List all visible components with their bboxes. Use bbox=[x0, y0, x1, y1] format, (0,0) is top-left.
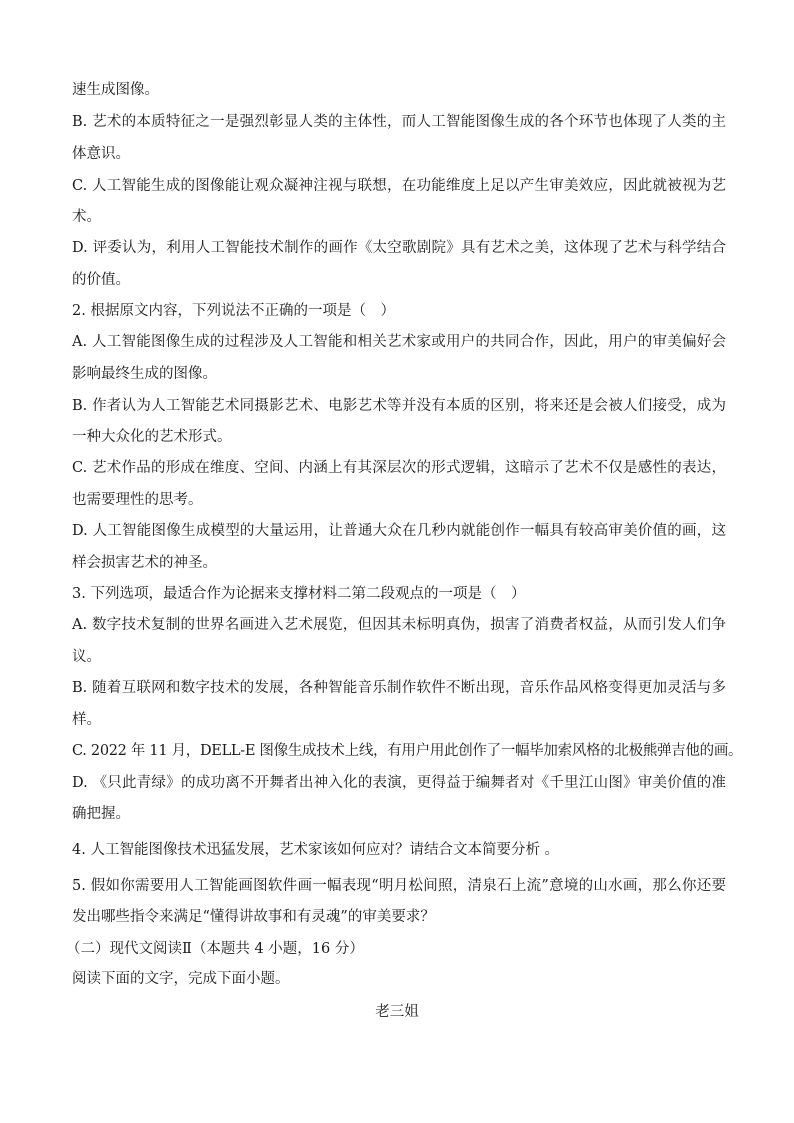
q3-option-a-line1: A. 数字技术复制的世界名画进入艺术展览，但因其未标明真伪，损害了消费者权益，从而引发人们争 bbox=[72, 617, 726, 633]
q4-stem: 4. 人工智能图像技术迅猛发展，艺术家该如何应对？请结合文本简要分析 。 bbox=[72, 842, 560, 858]
q3-option-b-line1: B. 随着互联网和数字技术的发展，各种智能音乐制作软件不断出现，音乐作品风格变得更加灵活与多 bbox=[72, 680, 726, 696]
q1-option-b-line2: 体意识。 bbox=[72, 146, 130, 162]
q2-option-a-line1: A. 人工智能图像生成的过程涉及人工智能和相关艺术家或用户的共同合作，因此，用户的审美偏好会 bbox=[72, 334, 726, 350]
passage-title: 老三姐 bbox=[375, 1004, 419, 1020]
q5-stem-line2: 发出哪些指令来满足“懂得讲故事和有灵魂”的审美要求？ bbox=[72, 909, 435, 925]
q3-option-c: C. 2022 年 11 月，DELL-E 图像生成技术上线，有用户用此创作了一幅毕加索风格的北极熊弹吉他的画。 bbox=[72, 743, 743, 759]
q3-option-b-line2: 样。 bbox=[72, 712, 101, 728]
q2-option-c-line1: C. 艺术作品的形成在维度、空间、内涵上有其深层次的形式逻辑，这暗示了艺术不仅是感性的表达， bbox=[72, 460, 726, 476]
q3-stem: 3. 下列选项，最适合作为论据来支撑材料二第二段观点的一项是（ ） bbox=[72, 586, 526, 602]
q2-option-b-line2: 一种大众化的艺术形式。 bbox=[72, 429, 232, 445]
passage-tail: 速生成图像。 bbox=[72, 82, 159, 98]
q2-option-d-line2: 样会损害艺术的神圣。 bbox=[72, 555, 217, 571]
q2-option-c-line2: 也需要理性的思考。 bbox=[72, 492, 203, 508]
section-instruction: 阅读下面的文字，完成下面小题。 bbox=[72, 971, 290, 987]
q3-option-a-line2: 议。 bbox=[72, 649, 101, 665]
q1-option-c-line2: 术。 bbox=[72, 209, 101, 225]
q1-option-b-line1: B. 艺术的本质特征之一是强烈彰显人类的主体性，而人工智能图像生成的各个环节也体现了人类的主 bbox=[72, 114, 726, 130]
q2-stem: 2. 根据原文内容，下列说法不正确的一项是（ ） bbox=[72, 303, 395, 319]
q2-option-b-line1: B. 作者认为人工智能艺术同摄影艺术、电影艺术等并没有本质的区别，将来还是会被人们接受，成为 bbox=[72, 398, 726, 414]
q3-option-d-line2: 确把握。 bbox=[72, 806, 130, 822]
q2-option-a-line2: 影响最终生成的图像。 bbox=[72, 366, 217, 382]
q1-option-d-line2: 的价值。 bbox=[72, 272, 130, 288]
q1-option-c-line1: C. 人工智能生成的图像能让观众凝神注视与联想，在功能维度上足以产生审美效应，因此就被视为艺 bbox=[72, 178, 726, 194]
section-heading: （二）现代文阅读Ⅱ（本题共 4 小题，16 分） bbox=[66, 941, 364, 957]
q2-option-d-line1: D. 人工智能图像生成模型的大量运用，让普通大众在几秒内就能创作一幅具有较高审美价值的画，这 bbox=[72, 523, 726, 539]
q5-stem-line1: 5. 假如你需要用人工智能画图软件画一幅表现“明月松间照，清泉石上流”意境的山水画，那么你还要 bbox=[72, 878, 726, 894]
q3-option-d-line1: D. 《只此青绿》的成功离不开舞者出神入化的表演，更得益于编舞者对《千里江山图》审美价值的准 bbox=[72, 775, 726, 791]
q1-option-d-line1: D. 评委认为，利用人工智能技术制作的画作《太空歌剧院》具有艺术之美，这体现了艺术与科学结合 bbox=[72, 240, 726, 256]
